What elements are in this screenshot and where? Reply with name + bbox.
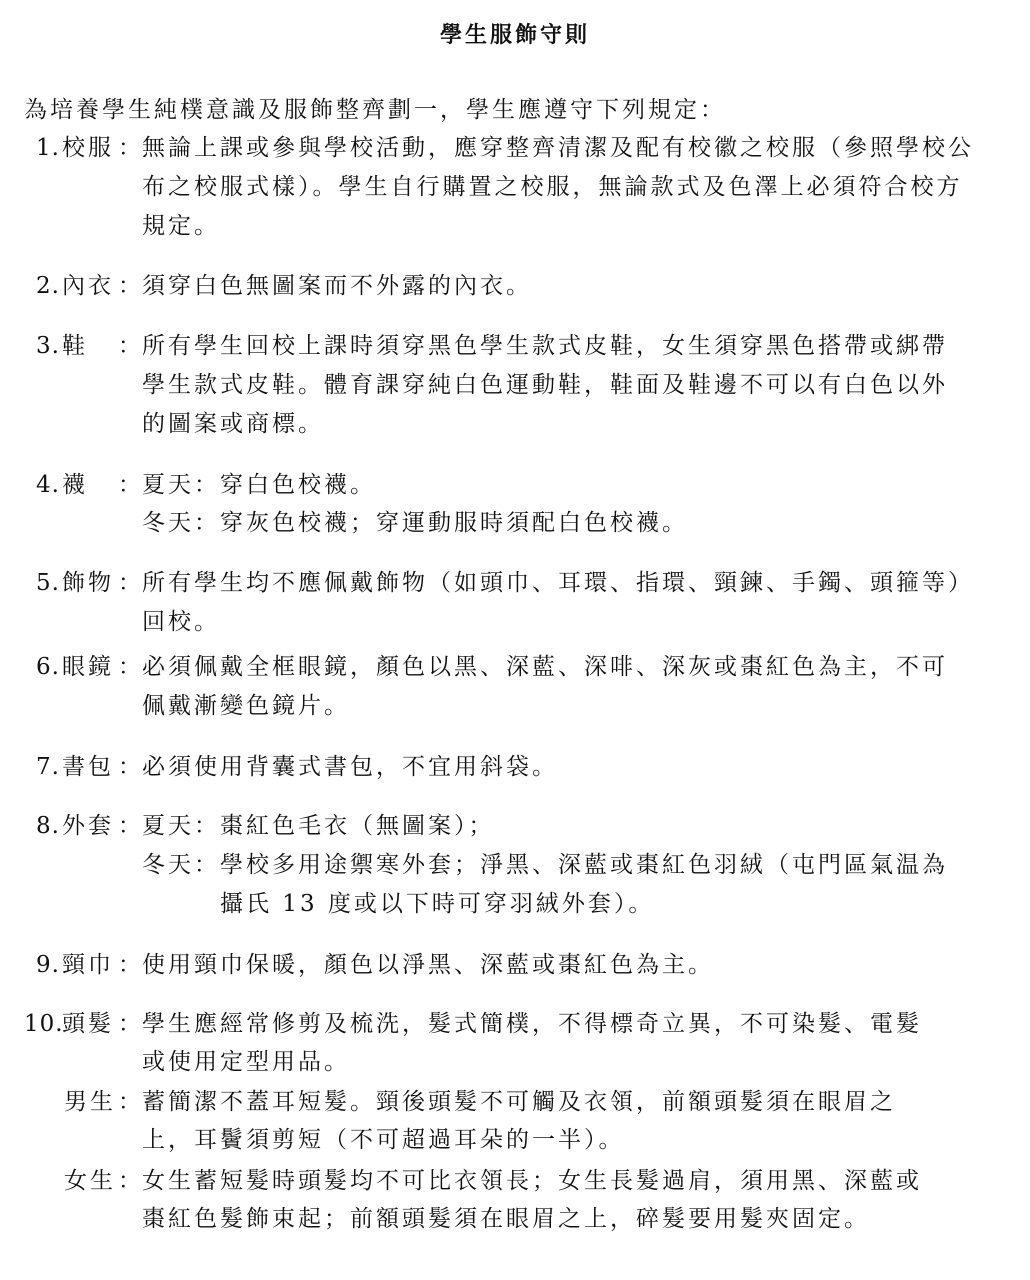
rule-text-line: 所有學生均不應佩戴飾物（如頭巾、耳環、指環、頸鍊、手鐲、頭箍等）: [142, 570, 974, 596]
rule-text-line: 夏天：棗紅色毛衣（無圖案）；: [142, 813, 495, 839]
rule-text-line: 女生蓄短髮時頭髮均不可比衣領長；女生長髮過肩，須用黑、深藍或: [142, 1168, 922, 1194]
rule-text-line: 棗紅色髮飾束起；前額頭髮須在眼眉之上，碎髮要用髮夾固定。: [142, 1206, 870, 1232]
rule-colon: ：: [118, 135, 141, 161]
rule-colon: ：: [118, 952, 141, 978]
rule-text-line: 學生款式皮鞋。體育課穿純白色運動鞋，鞋面及鞋邊不可以有白色以外: [142, 372, 948, 398]
rule-text-line: 的圖案或商標。: [142, 411, 324, 437]
sub-label-boys: 男生: [64, 1089, 116, 1115]
rule-label: 校服: [62, 135, 114, 161]
rule-colon: ：: [118, 472, 141, 498]
rule-colon: ：: [118, 1089, 141, 1115]
sub-label-girls: 女生: [64, 1168, 116, 1194]
rule-number: 1.: [36, 135, 60, 161]
rule-text-line: 必須使用背囊式書包，不宜用斜袋。: [142, 754, 558, 780]
rule-label: 內衣: [62, 273, 114, 299]
rule-text-line: 使用頸巾保暖，顏色以淨黑、深藍或棗紅色為主。: [142, 952, 714, 978]
rule-text-line: 夏天：穿白色校襪。: [142, 472, 376, 498]
rule-colon: ：: [118, 1168, 141, 1194]
intro-text: 為培養學生純樸意識及服飾整齊劃一，學生應遵守下列規定：: [24, 97, 726, 123]
rule-text-line: 所有學生回校上課時須穿黑色學生款式皮鞋，女生須穿黑色搭帶或綁帶: [142, 333, 948, 359]
rule-text-line: 必須佩戴全框眼鏡，顏色以黑、深藍、深啡、深灰或棗紅色為主，不可: [142, 654, 948, 680]
rule-label: 外套: [62, 813, 114, 839]
rule-label: 襪: [62, 472, 88, 498]
rule-colon: ：: [118, 754, 141, 780]
rule-label: 書包: [62, 754, 114, 780]
rule-label: 鞋: [62, 333, 88, 359]
rule-number: 9.: [36, 952, 60, 978]
rule-label: 頭髮: [62, 1011, 114, 1037]
rule-label: 飾物: [62, 570, 114, 596]
rule-text-line: 學生應經常修剪及梳洗，髮式簡樸，不得標奇立異，不可染髮、電髮: [142, 1011, 922, 1037]
rule-colon: ：: [118, 333, 141, 359]
rule-text-line: 佩戴漸變色鏡片。: [142, 693, 350, 719]
rule-number: 2.: [36, 273, 60, 299]
rule-text-line: 布之校服式樣）。學生自行購置之校服，無論款式及色澤上必須符合校方: [142, 174, 963, 200]
rule-number: 5.: [36, 570, 60, 596]
rule-label: 頸巾: [62, 952, 114, 978]
rule-colon: ：: [118, 813, 141, 839]
rule-text-line: 冬天：學校多用途禦寒外套；淨黑、深藍或棗紅色羽絨（屯門區氣温為: [142, 852, 948, 878]
rule-number: 3.: [36, 333, 60, 359]
rule-text-line: 須穿白色無圖案而不外露的內衣。: [142, 273, 532, 299]
rule-text-line: 上，耳鬢須剪短（不可超過耳朵的一半）。: [142, 1127, 625, 1153]
rule-colon: ：: [118, 654, 141, 680]
rule-text-line: 規定。: [142, 213, 220, 239]
rule-number: 7.: [36, 754, 60, 780]
rule-number: 8.: [36, 813, 60, 839]
rule-text-line: 無論上課或參與學校活動，應穿整齊清潔及配有校徽之校服（參照學校公: [142, 135, 974, 161]
rule-text-line: 攝氏 13 度或以下時可穿羽絨外套）。: [220, 891, 655, 917]
rule-colon: ：: [118, 1011, 141, 1037]
rule-number: 6.: [36, 654, 60, 680]
page-title: 學生服飾守則: [439, 23, 590, 48]
rule-text-line: 冬天：穿灰色校襪；穿運動服時須配白色校襪。: [142, 510, 688, 536]
rule-text-line: 或使用定型用品。: [142, 1049, 350, 1075]
rule-label: 眼鏡: [62, 654, 114, 680]
rule-number: 4.: [36, 472, 60, 498]
rule-text-line: 回校。: [142, 609, 220, 635]
rule-number: 10.: [24, 1011, 64, 1037]
rule-colon: ：: [118, 273, 141, 299]
rule-colon: ：: [118, 570, 141, 596]
rule-text-line: 蓄簡潔不蓋耳短髮。頸後頭髮不可觸及衣領，前額頭髮須在眼眉之: [142, 1089, 896, 1115]
